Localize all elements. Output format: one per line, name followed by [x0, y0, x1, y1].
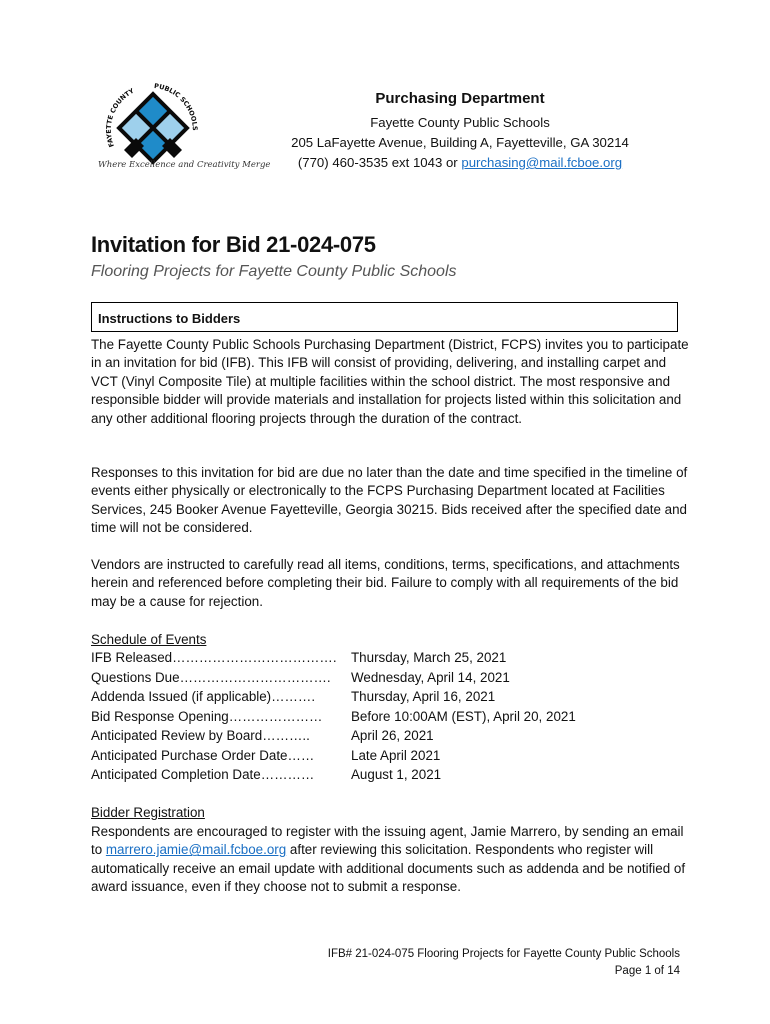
schedule-heading: Schedule of Events	[91, 632, 207, 647]
bidder-registration	[91, 804, 691, 897]
schedule-table	[91, 650, 576, 787]
table-row	[91, 650, 576, 670]
event-date: Before 10:00AM (EST), April 20, 2021	[351, 708, 576, 724]
event-date: Thursday, March 25, 2021	[351, 650, 507, 665]
event-name: Anticipated Purchase Order Date……	[91, 747, 315, 763]
event-name: Anticipated Completion Date…………	[91, 767, 315, 782]
event-date: Thursday, April 16, 2021	[351, 689, 496, 704]
phone-text: (770) 460-3535 ext 1043 or	[297, 155, 462, 170]
paragraph-responses: Responses to this invitation for bid are due no later than the date and time specified in the timeline of events either physically or electronically to the FCPS Purchasing Department located at Facilities Services, 245 Booker Avenue Fayetteville, Georgia 30215. Bids received after the specified date and time will not be considered.	[91, 465, 688, 536]
logo-tagline: Where Excellence and Creativity Merge	[98, 160, 271, 170]
table-row	[91, 709, 576, 729]
table-row	[91, 728, 576, 748]
table-row	[91, 767, 576, 787]
registration-email-link[interactable]: marrero.jamie@mail.fcboe.org	[105, 842, 287, 858]
event-name: IFB Released……………………………….	[91, 650, 337, 665]
page-footer	[328, 946, 680, 980]
document-title: Invitation for Bid 21-024-075	[91, 232, 376, 257]
registration-text-before: Respondents are encouraged to register with the issuing agent, Jamie Marrero, by sending an email to	[91, 823, 684, 858]
event-date: August 1, 2021	[351, 767, 442, 782]
registration-heading: Bidder Registration	[91, 805, 205, 820]
organization-name: Fayette County Public Schools	[370, 115, 550, 130]
event-name: Anticipated Review by Board………..	[91, 728, 310, 743]
event-name: Addenda Issued (if applicable)……….	[91, 689, 316, 704]
schedule-of-events	[91, 630, 576, 787]
footer-doc-ref: IFB# 21-024-075 Flooring Projects for Fayette County Public Schools	[327, 948, 680, 960]
svg-text:FAYETTE COUNTY: FAYETTE COUNTY	[104, 86, 136, 149]
table-row	[91, 670, 576, 690]
department-name: Purchasing Department	[375, 90, 545, 107]
event-name: Questions Due…………………………….	[91, 669, 331, 685]
instructions-heading-box	[91, 302, 678, 332]
event-name: Bid Response Opening…………………	[91, 708, 323, 724]
document-subtitle: Flooring Projects for Fayette County Public Schools	[91, 263, 457, 280]
instructions-heading: Instructions to Bidders	[98, 311, 241, 326]
page-number: Page 1 of 14	[614, 965, 680, 977]
event-date: Late April 2021	[351, 747, 441, 763]
event-date: Wednesday, April 14, 2021	[351, 669, 510, 685]
table-row	[91, 748, 576, 768]
paragraph-intro: The Fayette County Public Schools Purchasing Department (District, FCPS) invites you to participate in an invitation for bid (IFB). This IFB will consist of providing, delivering, and installing carpet and VCT (Vinyl Composite Tile) at multiple facilities within the school district. The most responsive and responsible bidder will provide materials and installation for projects listed within this solicitation and any other additional flooring projects through the duration of the contract.	[91, 337, 689, 426]
registration-text	[91, 823, 691, 897]
address-line: 205 LaFayette Avenue, Building A, Fayetteville, GA 30214	[291, 135, 629, 150]
table-row	[91, 689, 576, 709]
paragraph-vendors: Vendors are instructed to carefully read all items, conditions, terms, specifications, and attachments herein and referenced before completing their bid. Failure to comply with all requirements of the bid may be a cause for rejection.	[91, 557, 680, 609]
contact-line	[270, 153, 650, 173]
event-date: April 26, 2021	[351, 728, 434, 743]
letterhead	[270, 90, 650, 173]
svg-text:PUBLIC SCHOOLS: PUBLIC SCHOOLS	[153, 81, 199, 131]
purchasing-email-link[interactable]: purchasing@mail.fcboe.org	[461, 155, 623, 170]
registration-text-after: after reviewing this solicitation. Respondents who register will automatically receive an email update with additional documents such as addenda and be notified of award issuance, even if they choose not to submit a response.	[91, 842, 686, 895]
